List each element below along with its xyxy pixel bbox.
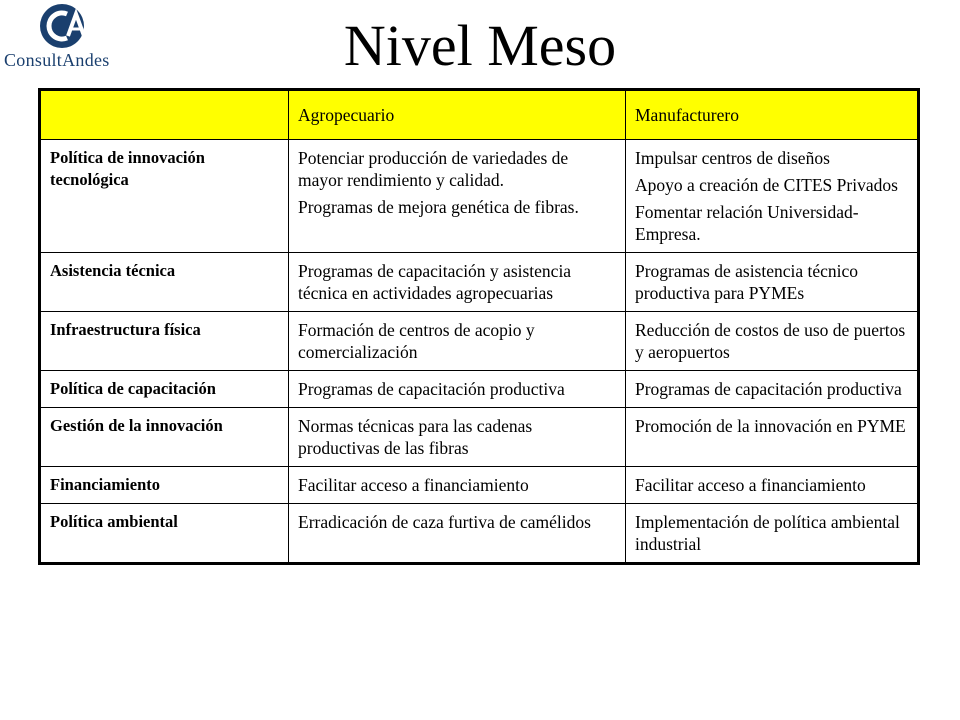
header-cell-empty bbox=[40, 90, 289, 140]
agropecuario-cell bbox=[289, 371, 626, 408]
cell-paragraph: Facilitar acceso a financiamiento bbox=[635, 475, 866, 495]
table-row bbox=[40, 140, 919, 253]
row-label-cell: Política ambiental bbox=[40, 504, 289, 564]
policy-table bbox=[38, 88, 920, 565]
table-row bbox=[40, 504, 919, 564]
table-row bbox=[40, 408, 919, 467]
table-row bbox=[40, 312, 919, 371]
table-row bbox=[40, 253, 919, 312]
agropecuario-cell bbox=[289, 504, 626, 564]
manufacturero-cell bbox=[626, 504, 919, 564]
row-label-cell: Gestión de la innovación bbox=[40, 408, 289, 467]
table-row bbox=[40, 467, 919, 504]
header-cell-manufacturero: Manufacturero bbox=[626, 90, 919, 140]
manufacturero-cell bbox=[626, 371, 919, 408]
row-label-cell: Política de capacitación bbox=[40, 371, 289, 408]
cell-paragraph: Programas de capacitación productiva bbox=[298, 379, 565, 399]
table-header-row bbox=[40, 90, 919, 140]
cell-paragraph: Programas de capacitación productiva bbox=[635, 379, 902, 399]
agropecuario-cell bbox=[289, 408, 626, 467]
cell-paragraph: Programas de capacitación y asistencia técnica en actividades agropecuarias bbox=[298, 261, 572, 303]
manufacturero-cell bbox=[626, 408, 919, 467]
row-label-cell: Infraestructura física bbox=[40, 312, 289, 371]
cell-paragraph: Formación de centros de acopio y comercialización bbox=[298, 320, 535, 362]
cell-paragraph: Potenciar producción de variedades de mayor rendimiento y calidad. bbox=[298, 148, 569, 190]
manufacturero-cell bbox=[626, 140, 919, 253]
cell-paragraph: Programas de asistencia técnico productiva para PYMEs bbox=[635, 261, 859, 303]
agropecuario-cell bbox=[289, 467, 626, 504]
manufacturero-cell bbox=[626, 312, 919, 371]
agropecuario-cell bbox=[289, 253, 626, 312]
row-label-cell: Financiamiento bbox=[40, 467, 289, 504]
cell-paragraph: Reducción de costos de uso de puertos y aeropuertos bbox=[635, 320, 906, 362]
page-title: Nivel Meso bbox=[343, 13, 617, 78]
cell-paragraph: Fomentar relación Universidad-Empresa. bbox=[635, 202, 859, 244]
agropecuario-cell bbox=[289, 312, 626, 371]
logo-text: ConsultAndes bbox=[4, 50, 110, 70]
row-label-cell: Política de innovación tecnológica bbox=[40, 140, 289, 253]
cell-paragraph: Implementación de política ambiental industrial bbox=[635, 512, 900, 554]
cell-paragraph: Facilitar acceso a financiamiento bbox=[298, 475, 529, 495]
table-row bbox=[40, 371, 919, 408]
header-cell-agropecuario: Agropecuario bbox=[289, 90, 626, 140]
cell-paragraph: Erradicación de caza furtiva de camélidos bbox=[298, 512, 591, 532]
row-label-cell: Asistencia técnica bbox=[40, 253, 289, 312]
agropecuario-cell bbox=[289, 140, 626, 253]
cell-paragraph: Normas técnicas para las cadenas productivas de las fibras bbox=[298, 416, 533, 458]
cell-paragraph: Impulsar centros de diseños bbox=[635, 148, 830, 168]
manufacturero-cell bbox=[626, 253, 919, 312]
cell-paragraph: Programas de mejora genética de fibras. bbox=[298, 197, 579, 217]
cell-paragraph: Promoción de la innovación en PYME bbox=[635, 416, 906, 436]
manufacturero-cell bbox=[626, 467, 919, 504]
cell-paragraph: Apoyo a creación de CITES Privados bbox=[635, 175, 898, 195]
